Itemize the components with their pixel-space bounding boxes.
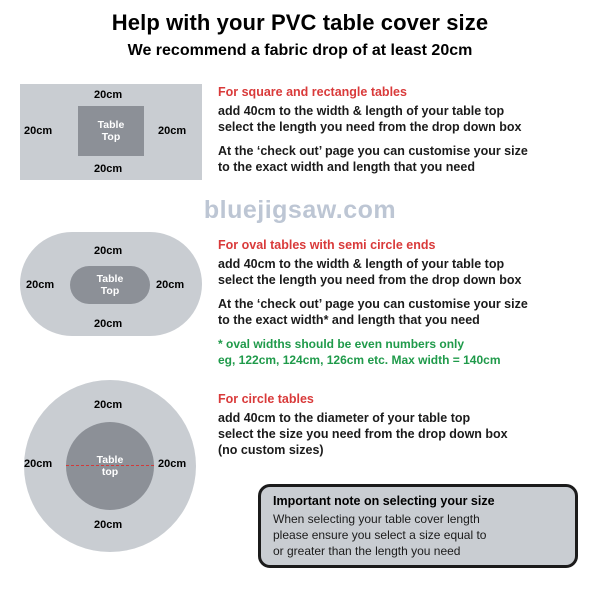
oval-green-note-line-1: * oval widths should be even numbers only [218, 337, 465, 351]
rectangle-body-2-line-1: At the ‘check out’ page you can customise your size [218, 144, 528, 158]
oval-heading: For oval tables with semi circle ends [218, 238, 436, 252]
oval-dim-left: 20cm [26, 279, 55, 291]
oval-body-1-line-1: add 40cm to the width & length of your table top [218, 257, 505, 271]
important-note-line-3: or greater than the length you need [273, 544, 461, 558]
important-note-box [258, 484, 578, 568]
oval-table-top-label-2: Top [100, 285, 120, 297]
circle-body [218, 410, 588, 458]
rectangle-dim-bottom: 20cm [94, 163, 123, 175]
circle-dim-top: 20cm [94, 399, 123, 411]
page-subtitle: We recommend a fabric drop of at least 20cm [127, 42, 473, 59]
oval-green-note-line-2: eg, 122cm, 124cm, 126cm etc. Max width = 140cm [218, 353, 501, 367]
rectangle-body-1-line-1: add 40cm to the width & length of your table top [218, 104, 505, 118]
rectangle-table-top-label-2: Top [101, 131, 121, 143]
important-note-body [273, 511, 563, 559]
rectangle-dim-right: 20cm [158, 125, 187, 137]
rectangle-table-top-label-1: Table [97, 119, 125, 131]
circle-diameter-line [66, 465, 154, 466]
oval-body-2 [218, 296, 588, 328]
oval-dim-bottom: 20cm [94, 318, 123, 330]
circle-dim-left: 20cm [24, 458, 53, 470]
circle-dim-right: 20cm [158, 458, 187, 470]
circle-table-top-label-2: top [101, 466, 119, 478]
rectangle-heading: For square and rectangle tables [218, 85, 407, 99]
important-note-line-2: please ensure you select a size equal to [273, 528, 487, 542]
oval-dim-top: 20cm [94, 245, 123, 257]
circle-body-line-3: (no custom sizes) [218, 443, 324, 457]
watermark-text: bluejigsaw.com [203, 196, 397, 224]
rectangle-table-top [78, 106, 144, 156]
oval-body-1 [218, 256, 588, 288]
rectangle-body-2 [218, 143, 588, 175]
circle-heading: For circle tables [218, 392, 314, 406]
rectangle-body-2-line-2: to the exact width and length that you need [218, 160, 475, 174]
rectangle-body-1 [218, 103, 588, 135]
circle-body-line-1: add 40cm to the diameter of your table top [218, 411, 471, 425]
important-note-line-1: When selecting your table cover length [273, 512, 480, 526]
rectangle-body-1-line-2: select the length you need from the drop down box [218, 120, 522, 134]
oval-body-2-line-1: At the ‘check out’ page you can customise your size [218, 297, 528, 311]
circle-dim-bottom: 20cm [94, 519, 123, 531]
oval-body-2-line-2: to the exact width* and length that you need [218, 313, 480, 327]
circle-body-line-2: select the size you need from the drop down box [218, 427, 508, 441]
oval-table-top [70, 266, 150, 304]
circle-table-top-label-1: Table [96, 454, 124, 466]
oval-body-1-line-2: select the length you need from the drop down box [218, 273, 522, 287]
oval-dim-right: 20cm [156, 279, 185, 291]
rectangle-dim-left: 20cm [24, 125, 53, 137]
circle-table-top [66, 422, 154, 510]
oval-green-note [218, 336, 588, 368]
oval-table-top-label-1: Table [96, 273, 124, 285]
important-note-title: Important note on selecting your size [273, 494, 495, 508]
page-title: Help with your PVC table cover size [111, 10, 489, 35]
rectangle-dim-top: 20cm [94, 89, 123, 101]
